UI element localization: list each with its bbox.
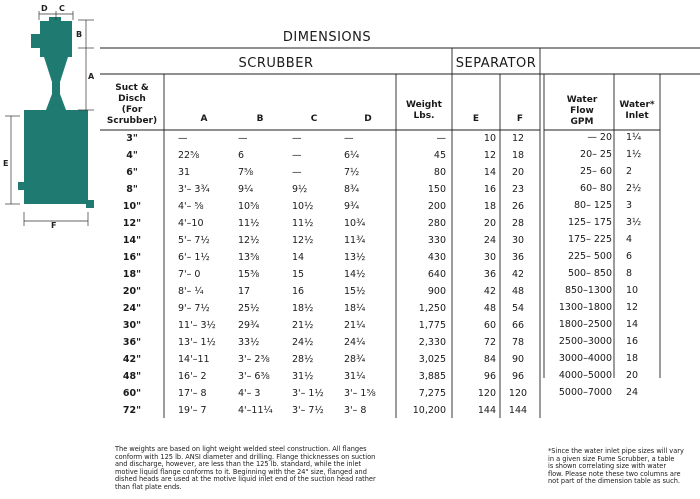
footnote-line: in a given size Fume Scrubber, a table [548, 454, 675, 463]
footnote-line: flow. Please note these two columns are [548, 469, 681, 478]
dim-label-d: D [41, 4, 48, 13]
cell-water-flow: 3000–4000 [558, 353, 612, 364]
cell-f: 42 [511, 269, 525, 280]
cell-e: 42 [483, 286, 496, 297]
cell-e: 48 [483, 303, 496, 314]
cell-size: 20" [122, 286, 142, 297]
cell-e: 120 [477, 388, 496, 399]
cell-size: 4" [126, 150, 138, 161]
header-line: Weight [406, 100, 442, 110]
cell-b: 13⅝ [238, 252, 260, 263]
header-line: (For [121, 105, 143, 115]
cell-f: 78 [511, 337, 525, 348]
cell-f: 26 [511, 201, 525, 212]
cell-size: 16" [122, 252, 142, 263]
dim-label-a: A [88, 72, 95, 81]
cell-water-flow: 850–1300 [564, 285, 612, 296]
cell-size: 18" [122, 269, 142, 280]
cell-weight: 45 [433, 150, 446, 161]
cell-b: 4'– 3 [238, 388, 261, 399]
cell-water-inlet: 6 [626, 251, 633, 262]
cell-water-flow: 25– 60 [580, 166, 612, 177]
cell-b: 29¾ [238, 320, 260, 331]
cell-e: 84 [483, 354, 496, 365]
cell-water-flow: 4000–5000 [558, 370, 612, 381]
cell-size: 48" [122, 371, 142, 382]
cell-water-flow: 500– 850 [567, 268, 612, 279]
cell-weight: 430 [427, 252, 446, 263]
header-e: E [472, 114, 480, 124]
cell-water-inlet: 1½ [626, 149, 642, 160]
cell-water-inlet: 2½ [626, 183, 642, 194]
header-line: Disch [118, 94, 146, 104]
cell-f: 30 [511, 235, 525, 246]
cell-b: 15⅜ [238, 269, 260, 280]
cell-a: 19'– 7 [178, 405, 207, 416]
cell-b: 25½ [238, 303, 260, 314]
cell-f: 120 [508, 388, 528, 399]
cell-b: 10⅝ [238, 201, 260, 212]
cell-e: 30 [483, 252, 496, 263]
cell-b: 11½ [238, 218, 260, 229]
cell-b: 4'–11¼ [238, 405, 273, 416]
cell-a: 8'– ¼ [178, 286, 204, 297]
cell-d: 31¼ [344, 371, 366, 382]
cell-a: — [178, 133, 188, 144]
cell-weight: 3,885 [418, 371, 446, 382]
cell-weight: 150 [427, 184, 446, 195]
header-line: Lbs. [413, 111, 435, 121]
cell-f: 144 [508, 405, 528, 416]
cell-a: 22⅝ [178, 150, 200, 161]
cell-a: 31 [178, 167, 191, 178]
cell-c: 3'– 1½ [292, 388, 324, 399]
cell-size: 10" [122, 201, 142, 212]
cell-a: 6'– 1½ [178, 252, 210, 263]
cell-a: 4'– ⅝ [178, 201, 204, 212]
cell-water-inlet: 10 [626, 285, 639, 296]
cell-f: 12 [511, 133, 525, 144]
header-water-flow [550, 95, 614, 128]
cell-water-flow: 80– 125 [574, 200, 612, 211]
cell-b: — [238, 133, 248, 144]
cell-water-flow: 5000–7000 [558, 387, 612, 398]
cell-water-inlet: 8 [626, 268, 633, 279]
cell-water-inlet: 18 [626, 353, 639, 364]
cell-water-flow: 1800–2500 [558, 319, 612, 330]
cell-e: 144 [477, 405, 496, 416]
cell-c: 24½ [292, 337, 314, 348]
header-line: Scrubber) [106, 116, 158, 126]
cell-size: 30" [122, 320, 142, 331]
footnote-left [115, 446, 445, 492]
header-f: F [516, 114, 524, 124]
cell-a: 7'– 0 [178, 269, 201, 280]
cell-weight: 900 [427, 286, 446, 297]
cell-a: 4'–10 [178, 218, 204, 229]
cell-weight: 80 [433, 167, 446, 178]
header-suct-disch [100, 83, 164, 127]
cell-c: 16 [292, 286, 305, 297]
dim-label-f: F [51, 221, 57, 230]
cell-size: 60" [122, 388, 142, 399]
cell-size: 12" [122, 218, 142, 229]
cell-d: 15½ [344, 286, 366, 297]
cell-c: 3'– 7½ [292, 405, 324, 416]
footnote-right [548, 448, 698, 486]
header-line: Suct & [115, 83, 149, 93]
footnote-line: and discharge, however, are less than the 125 lb. standard, while the inlet [115, 460, 362, 469]
cell-d: 8¾ [344, 184, 360, 195]
cell-d: 3'– 1⅝ [344, 388, 376, 399]
cell-f: 18 [511, 150, 525, 161]
header-c: C [310, 114, 318, 124]
header-d: D [364, 114, 372, 124]
cell-water-inlet: 12 [626, 302, 639, 313]
cell-e: 36 [483, 269, 496, 280]
cell-water-inlet: 20 [626, 370, 639, 381]
cell-water-flow: 125– 175 [567, 217, 612, 228]
cell-a: 16'– 2 [178, 371, 207, 382]
cell-weight: 7,275 [418, 388, 446, 399]
cell-a: 13'– 1½ [178, 337, 216, 348]
cell-a: 9'– 7½ [178, 303, 210, 314]
cell-f: 96 [511, 371, 525, 382]
cell-weight: — [436, 133, 446, 144]
cell-b: 7⅝ [238, 167, 254, 178]
cell-water-inlet: 3 [626, 200, 633, 211]
cell-d: 14½ [344, 269, 366, 280]
cell-d: — [344, 133, 354, 144]
cell-f: 28 [511, 218, 525, 229]
cell-f: 20 [511, 167, 525, 178]
header-water-inlet [614, 100, 660, 122]
cell-water-inlet: 2 [626, 166, 633, 177]
cell-water-inlet: 24 [626, 387, 639, 398]
cell-e: 16 [483, 184, 496, 195]
footnote-line: conform with 125 lb. ANSI diameter and drilling. Flange thicknesses on suction [115, 452, 376, 461]
cell-d: 7½ [344, 167, 360, 178]
cell-c: — [292, 133, 302, 144]
cell-water-flow: 1300–1800 [558, 302, 612, 313]
cell-water-flow: — 20 [587, 132, 612, 143]
cell-weight: 330 [427, 235, 446, 246]
cell-b: 17 [238, 286, 251, 297]
cell-water-inlet: 4 [626, 234, 633, 245]
cell-c: 15 [292, 269, 305, 280]
cell-size: 8" [126, 184, 138, 195]
header-line: Inlet [625, 111, 649, 121]
footnote-line: *Since the water inlet pipe sizes will vary [548, 447, 684, 455]
cell-c: — [292, 167, 302, 178]
cell-water-flow: 20– 25 [580, 149, 612, 160]
cell-f: 66 [511, 320, 525, 331]
cell-a: 11'– 3½ [178, 320, 216, 331]
cell-b: 6 [238, 150, 245, 161]
cell-a: 17'– 8 [178, 388, 207, 399]
cell-c: 12½ [292, 235, 314, 246]
cell-weight: 280 [427, 218, 446, 229]
footnote-line: The weights are based on light weight welded steel construction. All flanges [115, 445, 367, 453]
cell-a: 5'– 7½ [178, 235, 210, 246]
cell-e: 72 [483, 337, 496, 348]
cell-e: 60 [483, 320, 496, 331]
cell-e: 18 [483, 201, 496, 212]
cell-d: 10¾ [344, 218, 366, 229]
dim-label-e: E [3, 159, 9, 168]
page-title: DIMENSIONS [282, 30, 372, 45]
cell-d: 28¾ [344, 354, 366, 365]
cell-f: 54 [511, 303, 525, 314]
cell-water-flow: 2500–3000 [558, 336, 612, 347]
cell-size: 36" [122, 337, 142, 348]
cell-size: 42" [122, 354, 142, 365]
cell-e: 24 [483, 235, 496, 246]
cell-e: 14 [483, 167, 496, 178]
cell-water-inlet: 1¼ [626, 132, 642, 143]
cell-d: 6¼ [344, 150, 360, 161]
cell-water-flow: 175– 225 [567, 234, 612, 245]
cell-weight: 2,330 [418, 337, 446, 348]
cell-c: 21½ [292, 320, 314, 331]
footnote-line: dished heads are used at the motive liquid inlet end of the suction head rather [115, 475, 376, 484]
cell-e: 12 [483, 150, 496, 161]
cell-water-inlet: 3½ [626, 217, 642, 228]
cell-d: 3'– 8 [344, 405, 367, 416]
cell-size: 3" [126, 133, 138, 144]
cell-size: 14" [122, 235, 142, 246]
header-line: Water* [619, 100, 655, 110]
cell-d: 21¼ [344, 320, 366, 331]
dim-label-c: C [59, 4, 65, 13]
cell-water-inlet: 14 [626, 319, 639, 330]
cell-c: 28½ [292, 354, 314, 365]
cell-size: 24" [122, 303, 142, 314]
footnote-line: motive liquid flange conforms to it. Beginning with the 24" size, flanged and [115, 467, 367, 476]
header-line: Water [566, 95, 598, 105]
cell-weight: 3,025 [418, 354, 446, 365]
cell-f: 23 [511, 184, 525, 195]
cell-weight: 640 [427, 269, 446, 280]
cell-weight: 1,250 [418, 303, 446, 314]
section-title-separator: SEPARATOR [455, 56, 537, 71]
cell-size: 6" [126, 167, 138, 178]
cell-d: 18¼ [344, 303, 366, 314]
cell-d: 11¾ [344, 235, 366, 246]
cell-c: 10½ [292, 201, 314, 212]
dim-label-b: B [76, 30, 83, 39]
cell-d: 24¼ [344, 337, 366, 348]
cell-a: 3'– 3¾ [178, 184, 210, 195]
cell-b: 9¼ [238, 184, 254, 195]
cell-c: 14 [292, 252, 305, 263]
cell-c: — [292, 150, 302, 161]
cell-size: 72" [122, 405, 142, 416]
cell-b: 33½ [238, 337, 260, 348]
cell-water-flow: 60– 80 [580, 183, 612, 194]
cell-b: 3'– 6⅜ [238, 371, 270, 382]
cell-f: 90 [511, 354, 525, 365]
cell-d: 9¾ [344, 201, 360, 212]
cell-water-inlet: 16 [626, 336, 639, 347]
cell-d: 13½ [344, 252, 366, 263]
cell-c: 11½ [292, 218, 314, 229]
header-line: Flow [570, 106, 594, 116]
cell-f: 36 [511, 252, 525, 263]
footnote-line: is shown correlating size with water [548, 462, 667, 471]
cell-c: 9½ [292, 184, 308, 195]
cell-c: 31½ [292, 371, 314, 382]
footnote-line: than flat plate ends. [115, 482, 182, 491]
cell-a: 14'–11 [178, 354, 210, 365]
section-title-scrubber: SCRUBBER [238, 56, 314, 71]
cell-c: 18½ [292, 303, 314, 314]
cell-e: 20 [483, 218, 496, 229]
cell-e: 96 [483, 371, 496, 382]
cell-weight: 200 [427, 201, 446, 212]
cell-b: 3'– 2⅜ [238, 354, 270, 365]
header-weight [396, 100, 452, 122]
cell-b: 12½ [238, 235, 260, 246]
header-b: B [256, 114, 264, 124]
cell-weight: 1,775 [418, 320, 446, 331]
cell-f: 48 [511, 286, 525, 297]
footnote-line: not part of the dimension table as such. [548, 477, 681, 486]
header-line: GPM [570, 117, 594, 127]
cell-e: 10 [483, 133, 496, 144]
header-a: A [200, 114, 208, 124]
cell-water-flow: 225– 500 [567, 251, 612, 262]
cell-weight: 10,200 [412, 405, 446, 416]
